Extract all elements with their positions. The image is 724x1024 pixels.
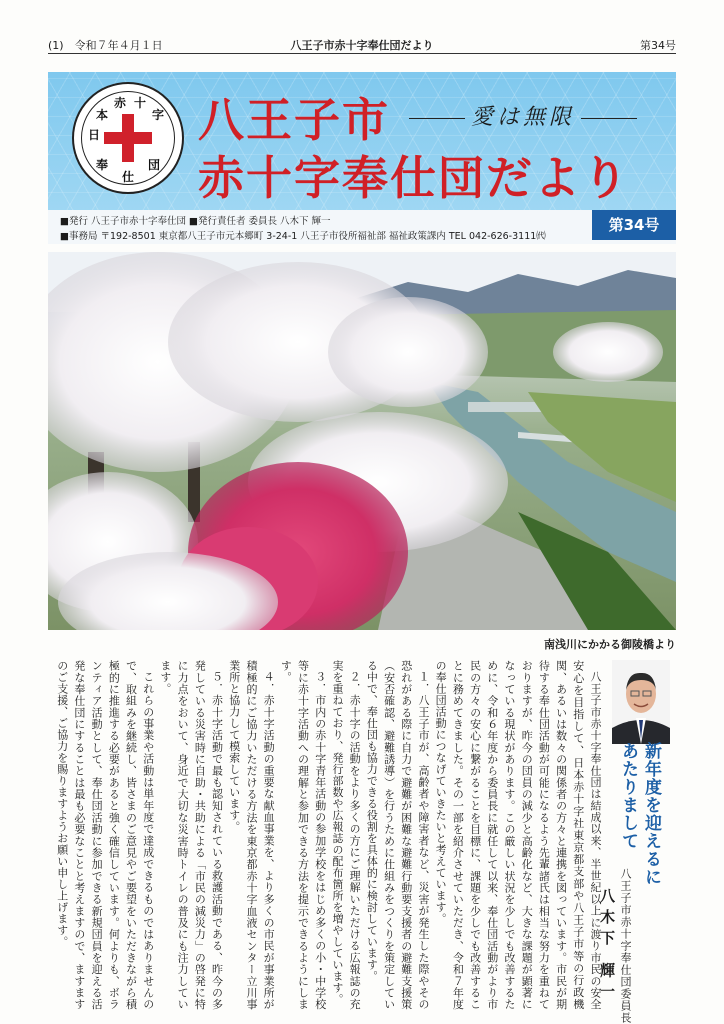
issue-number: 第34号 [640, 39, 676, 52]
page-number-date: (1) 令和７年４月１日 [48, 39, 163, 52]
page-header [48, 34, 676, 54]
article-heading-line2: あたりまして [618, 742, 638, 850]
masthead-title-line2: 赤十字奉仕団だより [198, 151, 630, 205]
author-portrait [612, 660, 670, 744]
author-name: 八木下 輝一 [598, 888, 616, 1005]
list-item-3: ３．市内の赤十字青年活動の参加学校をはじめ多くの小・中学校等に赤十字活動への理解と参加できる方法を提示できるようにします。 [279, 660, 327, 1010]
photo-caption: 南浅川にかかる御陵橋より [544, 638, 676, 651]
list-item-4: ４．赤十字活動の重要な献血事業を、より多くの市民が事業所が積極的にご協力いただける方法を東京都赤十字血液センター立川事業所と協力して模索しています。 [227, 660, 276, 1010]
author-role: 八王子市赤十字奉仕団委員長 [619, 868, 632, 1024]
masthead-title-line1: 八王子市 [198, 93, 390, 147]
list-item-1: １．八王子市が、高齢者や障害者など、災害が発生した際やその恐れがある際に自力で避難が困難な避難行動要支援者の避難支援策（安否確認、避難誘導）を行うために仕組みをつくりを策定している中で、奉仕団も協力できる役割を具体的に検討しています。 [365, 660, 430, 1011]
issue-badge: 第34号 [592, 210, 676, 240]
red-cross-logo: 日 本 赤 十 字 奉 仕 団 [72, 82, 184, 194]
intro-paragraph: 八王子市赤十字奉仕団は結成以来、半世紀以上に渡り市民の安全安心を目指して、日本赤十字社東京都支部や八王子市等の行政機関、あるいは数々の関係者の方々と連携を図っています。市民が期待する奉仕団活動が可能になるよう先輩諸氏は相当な努力を重ねておりますが、昨今の団員の減少と高齢化など、大きな課題が顕著になっている現状があります。この厳しい状況を少しでも改善するために、令和６年度から委員長に就任して以来、奉仕団活動がより市民の方々の安心に繋がることを目標に、課題を少しでも改善することに務めてきました。その一部を紹介させていただき、令和７年度の奉仕団活動につなげていきたいと考えています。 [434, 660, 602, 1011]
cherry-blossom-photo [48, 252, 676, 630]
publisher-info [48, 210, 676, 244]
publisher-line: ■発行 八王子市赤十字奉仕団 ■発行責任者 委員長 八木下 輝一 [60, 216, 331, 227]
article-heading-line1: 新年度を迎えるに [641, 742, 661, 886]
office-line: ■事務局 〒192-8501 東京都八王子市元本郷町 3-24-1 八王子市役所福祉部 福祉政策課内 TEL 042-626-3111㈹ [60, 231, 546, 242]
article-text [55, 660, 604, 1011]
list-item-5: ５．赤十字活動で最も認知されている救護活動である、昨今の多発している災害時に自助・共助による「市民の減災力」の啓発に特に力点をおいて、身近で大切な災害時トイレの普及にも注力しています。 [158, 660, 224, 1011]
masthead [48, 72, 676, 212]
newsletter-name: 八王子市赤十字奉仕団だより [290, 39, 434, 52]
closing-paragraph: これらの事業や活動は単年度で達成できるものではありませんので、取組みを継続し、皆さまのご意見やご要望をいただきながら積極的に推進する必要があると強く確信しています。何よりも、ボランティア活動として、奉仕団活動に参加できる新規団員を迎える活発な奉仕団にすることは最も必要なことと考えますので、ますますのご支援、ご協力を賜りますようお願い申し上げます。 [55, 660, 155, 1011]
masthead-motto: 愛は無限 [403, 100, 643, 131]
list-item-2: ２．赤十字の活動をより多くの方にご理解いただける広報誌の充実を重ねており、発行部数や広報誌の配布箇所を増やしています。 [330, 660, 362, 1010]
article-body [55, 660, 604, 1011]
